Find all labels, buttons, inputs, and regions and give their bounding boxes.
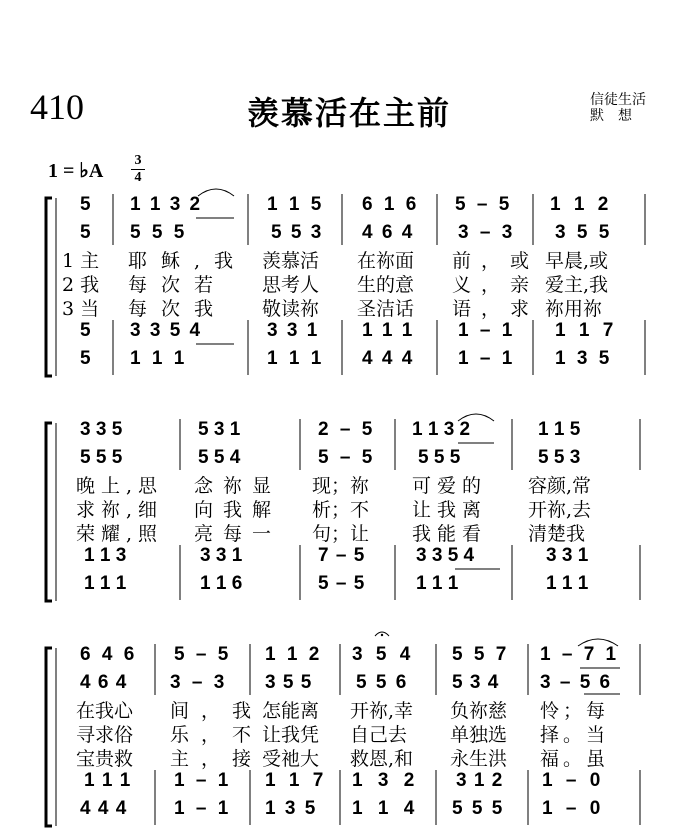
soprano-measure: 3 5 4 [352,644,411,665]
system-3 [0,630,700,830]
alto-measure: 5 5 6 [356,672,407,693]
soprano-measure: 6 4 6 [80,644,135,665]
lyric: 义，亲 [452,274,540,296]
tenor-measure: 3 3 1 [546,545,589,566]
lyric: 祢用祢 [545,298,603,320]
tenor-measure: 3 1 2 [456,770,503,791]
lyric: 爱主,我 [545,274,609,296]
lyric: 思考人 [262,274,320,296]
lyric: 3当 [62,298,106,320]
time-sig-bottom: 4 [134,170,142,185]
alto-measure: 3 5 5 [265,672,312,693]
tenor-measure: 1 1 1 [362,320,413,341]
lyric: 择。当 [540,724,610,746]
bass-measure: 1 3 5 [555,348,610,369]
alto-measure: 5 3 4 [452,672,499,693]
lyric: 早晨,或 [545,250,609,272]
lyric: 圣洁话 [357,298,415,320]
lyric: 清楚我 [528,523,586,545]
lyric: 在我心 [76,700,134,722]
bass-measure: 1 1 1 [267,348,322,369]
lyric: 救恩,和 [350,748,414,770]
soprano-measure: 5 [80,194,91,215]
lyric: 开祢,幸 [350,700,414,722]
soprano-measure: 5 3 1 [198,419,241,440]
tenor-measure: 1 – 1 [174,770,229,791]
bass-measure: 1 1 1 [416,573,459,594]
lyric: 句；让 [312,523,370,545]
soprano-measure: 1 1 5 [538,419,581,440]
lyric: 受祂大 [262,748,320,770]
bass-measure: 1 1 1 [546,573,589,594]
bass-measure: 1 1 1 [84,573,127,594]
subcategory-label: 默 想 [590,108,632,124]
lyric: 念祢显 [194,475,282,497]
lyric: 羡慕活 [262,250,320,272]
lyric: 间，我 [170,700,264,722]
tenor-measure: 1 – 1 [458,320,513,341]
lyric: 敬读祢 [262,298,320,320]
bass-measure: 1 1 1 [130,348,185,369]
bass-measure: 1 1 6 [200,573,243,594]
category-label: 信徒生活 [590,92,646,108]
soprano-measure: 1 – 7 1 [540,644,617,665]
soprano-measure: 1 1 3 2 [412,419,471,440]
alto-measure: 5 [80,222,91,243]
tenor-measure: 1 1 1 [84,770,131,791]
alto-measure: 5 5 4 [198,447,241,468]
lyric: 寻求俗 [76,724,134,746]
lyric: 现；祢 [312,475,370,497]
alto-measure: 3 – 3 [458,222,513,243]
soprano-measure: 1 1 3 2 [130,194,201,215]
alto-measure: 5 5 5 [130,222,185,243]
lyric: 晚上,思 [76,475,164,497]
lyric: 在祢面 [357,250,415,272]
lyric: 容颜,常 [528,475,592,497]
key-signature: 1 = ♭A [48,160,104,182]
tenor-measure: 3 3 1 [267,320,318,341]
lyric: 向我解 [194,499,282,521]
lyric: 我能看 [412,523,488,545]
alto-measure: 3 – 3 [170,672,225,693]
bass-measure: 4 4 4 [362,348,413,369]
alto-measure: 5 5 3 [271,222,322,243]
lyric: 自己去 [350,724,408,746]
bass-measure: 5 [80,348,91,369]
tenor-measure: 1 1 7 [555,320,614,341]
bass-measure: 1 – 1 [458,348,513,369]
lyric: 2我 [62,274,106,296]
alto-measure: 5 – 5 [318,447,373,468]
lyric: 宝贵救 [76,748,134,770]
lyric: 每次若 [128,274,228,296]
lyric: 语，求 [452,298,540,320]
bass-measure: 1 1 4 [352,798,415,819]
lyric: 1主 [62,250,106,272]
lyric: 让我凭 [262,724,320,746]
soprano-measure: 5 – 5 [455,194,510,215]
alto-measure: 4 6 4 [80,672,127,693]
time-sig-top: 3 [134,153,142,168]
lyric: 荣耀,照 [76,523,164,545]
lyric: 耶稣,我 [128,250,248,272]
soprano-measure: 5 5 7 [452,644,507,665]
bass-measure: 1 – 0 [542,798,601,819]
lyric: 福。虽 [540,748,610,770]
lyric: 单独选 [450,724,508,746]
soprano-measure: 2 – 5 [318,419,373,440]
bass-measure: 5 5 5 [452,798,503,819]
tenor-measure: 3 3 5 4 [416,545,475,566]
alto-measure: 3 – 5 6 [540,672,611,693]
soprano-measure: 3 3 5 [80,419,123,440]
tenor-measure: 1 1 3 [84,545,127,566]
bass-measure: 1 3 5 [265,798,316,819]
tenor-measure: 3 3 1 [200,545,243,566]
soprano-measure: 6 1 6 [362,194,417,215]
alto-measure: 4 6 4 [362,222,413,243]
lyric: 生的意 [357,274,415,296]
lyric: 永生洪 [450,748,508,770]
lyric: 乐，不 [170,724,264,746]
lyric: 每次我 [128,298,228,320]
bass-measure: 5 – 5 [318,573,365,594]
alto-measure: 5 5 3 [538,447,581,468]
hymn-category [590,92,646,124]
tenor-measure: 1 – 0 [542,770,601,791]
soprano-measure: 1 1 5 [267,194,322,215]
lyric: 负祢慈 [450,700,508,722]
lyric: 主，接 [170,748,264,770]
lyric: 怎能离 [262,700,320,722]
tenor-measure: 7 – 5 [318,545,365,566]
lyric: 怜；每 [540,700,610,722]
hymn-number: 410 [30,87,84,127]
tenor-measure: 1 3 2 [352,770,415,791]
alto-measure: 5 5 5 [418,447,461,468]
lyric: 析；不 [312,499,370,521]
lyric: 让我离 [412,499,488,521]
hymn-title: 羡慕活在主前 [247,94,452,132]
soprano-measure: 1 1 2 [265,644,320,665]
alto-measure: 5 5 5 [80,447,123,468]
lyric: 可爱的 [412,475,488,497]
soprano-measure: 5 – 5 [174,644,229,665]
tenor-measure: 1 1 7 [265,770,324,791]
lyric: 前，或 [452,250,540,272]
lyric: 亮每一 [194,523,282,545]
alto-measure: 3 5 5 [555,222,610,243]
system-2 [0,405,700,605]
bass-measure: 1 – 1 [174,798,229,819]
tenor-measure: 5 [80,320,91,341]
system-1 [0,180,700,380]
lyric: 求祢,细 [76,499,164,521]
lyric: 开祢,去 [528,499,592,521]
soprano-measure: 1 1 2 [550,194,609,215]
bass-measure: 4 4 4 [80,798,127,819]
tenor-measure: 3 3 5 4 [130,320,201,341]
